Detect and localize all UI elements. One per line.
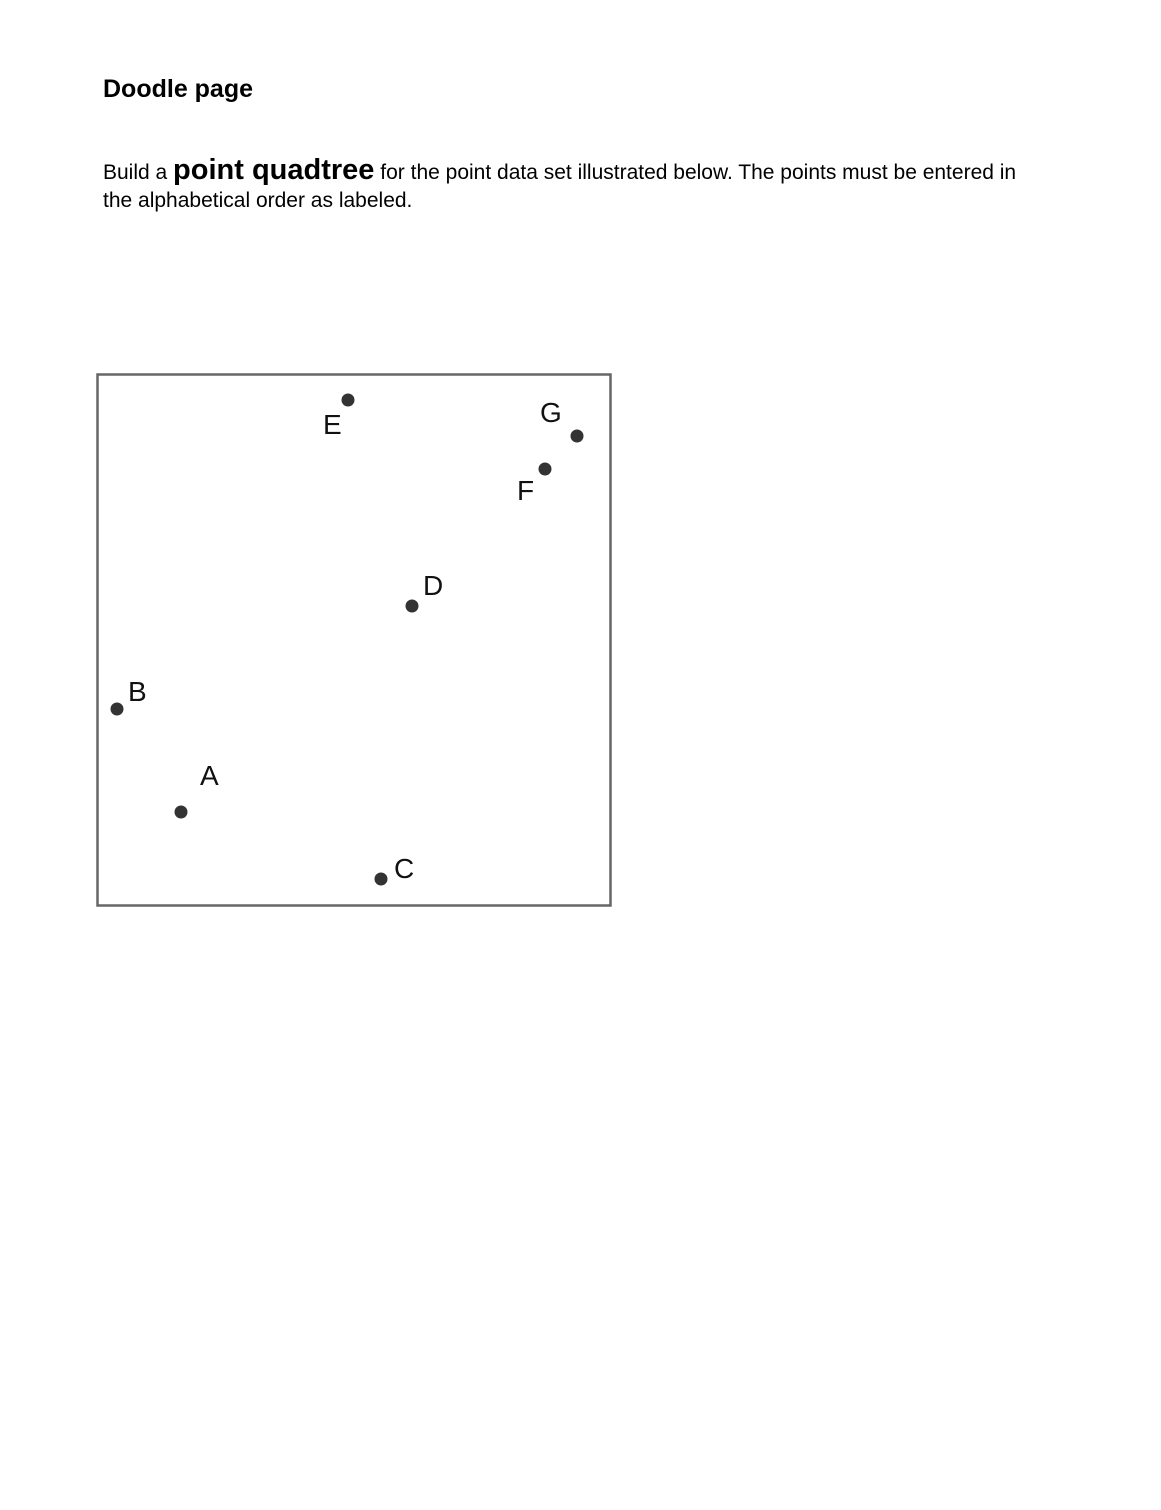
instructions-paragraph (103, 156, 1043, 215)
point-b-label: B (128, 676, 147, 707)
point-g-marker (571, 430, 584, 443)
point-e-marker (342, 394, 355, 407)
point-a-label: A (200, 760, 219, 791)
point-d-label: D (423, 570, 444, 601)
point-b-marker (111, 703, 124, 716)
point-a-marker (175, 806, 188, 819)
page-title: Doodle page (103, 75, 254, 103)
plot-frame (98, 375, 611, 906)
instructions-emphasis: point quadtree (173, 154, 375, 186)
point-d-marker (406, 600, 419, 613)
point-c-marker (375, 873, 388, 886)
point-e-label: E (323, 409, 342, 440)
point-c-label: C (394, 853, 415, 884)
point-f-marker (539, 463, 552, 476)
instructions-text-end: for the point data set illustrated below. The points must be entered in the alphabetical order as labeled. (103, 161, 1017, 212)
instructions-text-start: Build a (103, 161, 174, 184)
point-plot-svg (96, 373, 612, 907)
point-f-label: F (517, 475, 535, 506)
point-g-label: G (540, 397, 562, 428)
point-dataset-figure (96, 373, 612, 907)
